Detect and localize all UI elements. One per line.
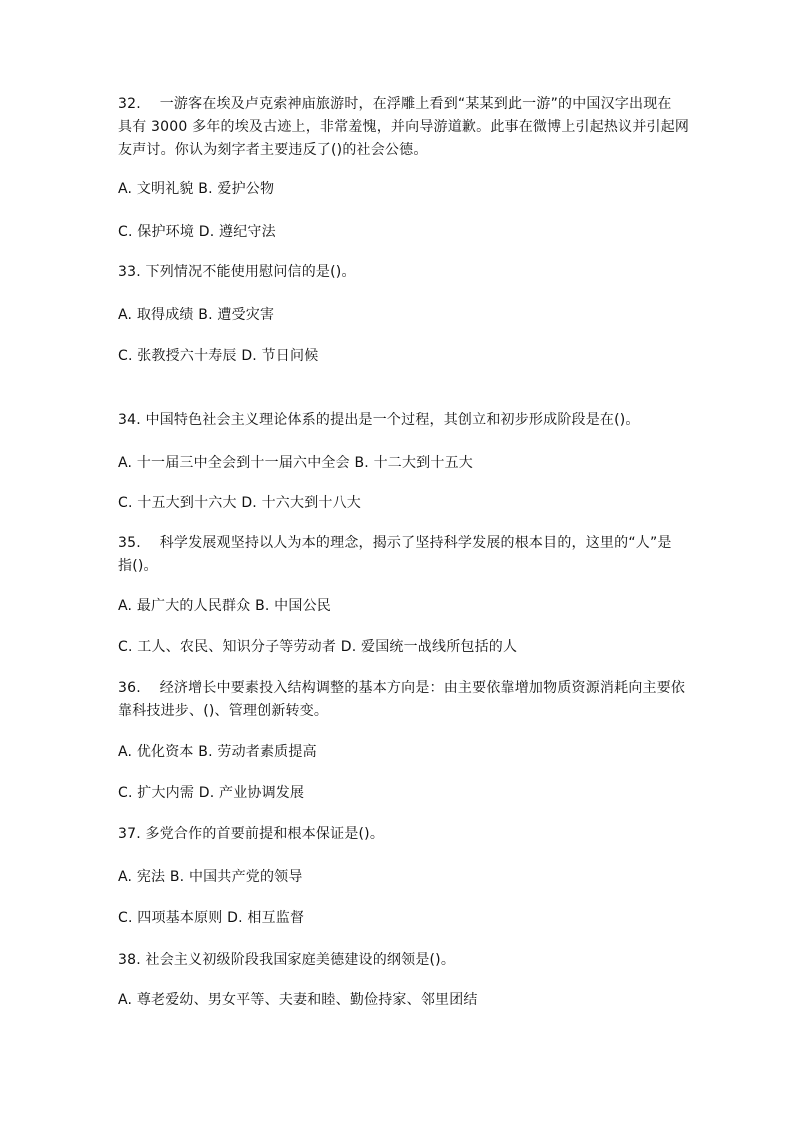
- q34-options-cd: C. 十五大到十六大 D. 十六大到十八大: [118, 495, 362, 511]
- q33-options-cd: C. 张教授六十寿辰 D. 节日问候: [118, 348, 319, 364]
- q36-line-2: 靠科技进步、()、管理创新转变。: [118, 703, 329, 719]
- q33-options-ab: A. 取得成绩 B. 遭受灾害: [118, 307, 275, 323]
- q35-line-2: 指()。: [118, 558, 158, 574]
- q32-line-1: 32. 一游客在埃及卢克索神庙旅游时，在浮雕上看到“某某到此一游”的中国汉字出现在: [118, 96, 672, 112]
- q37-options-ab: A. 宪法 B. 中国共产党的领导: [118, 869, 303, 885]
- q36-options-cd: C. 扩大内需 D. 产业协调发展: [118, 785, 305, 801]
- q38-option-a: A. 尊老爱幼、男女平等、夫妻和睦、勤俭持家、邻里团结: [118, 992, 478, 1008]
- q38-line-1: 38. 社会主义初级阶段我国家庭美德建设的纲领是()。: [118, 952, 456, 968]
- q32-line-3: 友声讨。你认为刻字者主要违反了()的社会公德。: [118, 142, 428, 158]
- q35-options-cd: C. 工人、农民、知识分子等劳动者 D. 爱国统一战线所包括的人: [118, 639, 518, 655]
- q36-options-ab: A. 优化资本 B. 劳动者素质提高: [118, 744, 317, 760]
- q37-options-cd: C. 四项基本原则 D. 相互监督: [118, 910, 305, 926]
- q36-line-1: 36. 经济增长中要素投入结构调整的基本方向是：由主要依靠增加物质资源消耗向主要依: [118, 680, 686, 696]
- q37-line-1: 37. 多党合作的首要前提和根本保证是()。: [118, 826, 385, 842]
- q34-line-1: 34. 中国特色社会主义理论体系的提出是一个过程，其创立和初步形成阶段是在()。: [118, 412, 640, 428]
- q32-options-cd: C. 保护环境 D. 遵纪守法: [118, 224, 276, 240]
- q34-options-ab: A. 十一届三中全会到十一届六中全会 B. 十二大到十五大: [118, 455, 473, 471]
- q32-line-2: 具有 3000 多年的埃及古迹上，非常羞愧，并向导游道歉。此事在微博上引起热议并引起网: [118, 119, 690, 135]
- q33-line-1: 33. 下列情况不能使用慰问信的是()。: [118, 264, 356, 280]
- q35-options-ab: A. 最广大的人民群众 B. 中国公民: [118, 598, 331, 614]
- q35-line-1: 35. 科学发展观坚持以人为本的理念，揭示了坚持科学发展的根本目的，这里的“人”是: [118, 535, 672, 551]
- q32-options-ab: A. 文明礼貌 B. 爱护公物: [118, 181, 275, 197]
